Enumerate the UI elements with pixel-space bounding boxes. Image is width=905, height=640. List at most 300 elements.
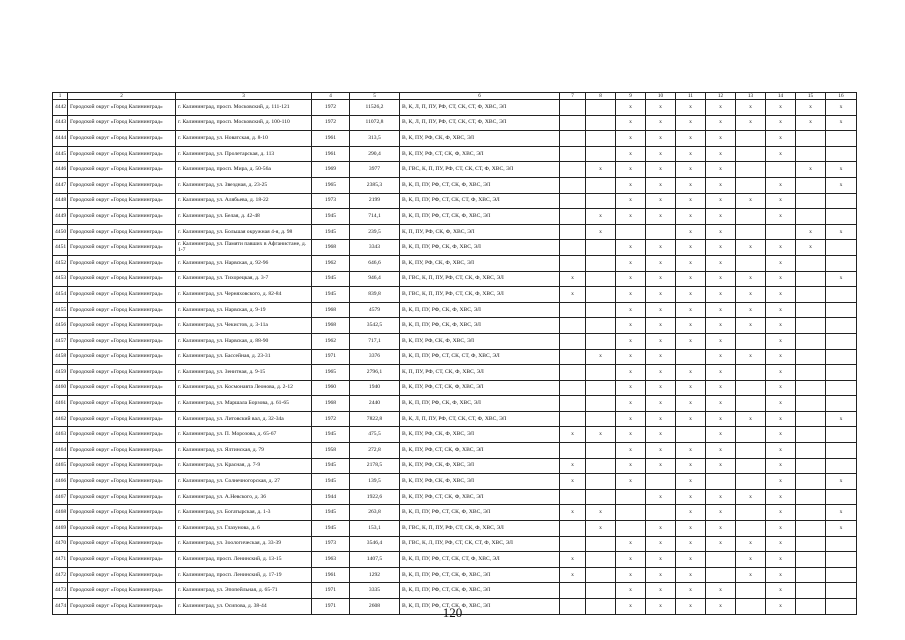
- mark-cell-col8: x: [586, 505, 616, 521]
- table-row: [53, 427, 857, 443]
- mark-cell-col15: [796, 396, 826, 412]
- mark-cell-col11: [676, 427, 706, 443]
- mark-cell-col13: [736, 365, 766, 381]
- mark-cell-col13: x: [736, 318, 766, 334]
- works-cell: В, К, ПУ, РФ, СК, Ф, ХВС, ЭЛ: [400, 255, 560, 271]
- mark-cell-col15: [796, 131, 826, 147]
- address-cell: г. Калининград, ул. П. Морозова, д. 65-67: [176, 427, 312, 443]
- address-cell: г. Калининград, просп. Мира, д. 50-56а: [176, 162, 312, 178]
- area-cell: 290,4: [350, 146, 400, 162]
- area-cell: 153,1: [350, 521, 400, 537]
- year-cell: 1962: [312, 333, 350, 349]
- year-cell: 1961: [312, 146, 350, 162]
- column-header-4: 4: [312, 93, 350, 100]
- mark-cell-col7: x: [560, 271, 586, 287]
- mark-cell-col15: [796, 318, 826, 334]
- mark-cell-col11: x: [676, 224, 706, 240]
- mark-cell-col15: [796, 552, 826, 568]
- row-id-cell: 4443: [53, 115, 68, 131]
- mark-cell-col12: x: [706, 536, 736, 552]
- mark-cell-col10: x: [646, 333, 676, 349]
- district-cell: Городской округ «Город Калининград»: [68, 333, 176, 349]
- mark-cell-col14: x: [766, 583, 796, 599]
- table-row: [53, 536, 857, 552]
- mark-cell-col15: [796, 287, 826, 303]
- works-cell: В, К, П, ПУ, РФ, СТ, СК, Ф, ХВС, ЭЛ: [400, 505, 560, 521]
- table-row: [53, 302, 857, 318]
- mark-cell-col13: x: [736, 349, 766, 365]
- mark-cell-col14: x: [766, 427, 796, 443]
- works-cell: В, К, ПУ, РФ, СТ, СК, Ф, ХВС, ЭЛ: [400, 489, 560, 505]
- mark-cell-col7: x: [560, 458, 586, 474]
- mark-cell-col9: x: [616, 100, 646, 116]
- mark-cell-col14: x: [766, 131, 796, 147]
- works-cell: В, К, ПУ, РФ, СК, Ф, ХВС, ЭЛ: [400, 131, 560, 147]
- works-cell: В, ГВС, К, П, ПУ, РФ, СТ, СК, Ф, ХВС, ЭЛ: [400, 521, 560, 537]
- area-cell: 11072,8: [350, 115, 400, 131]
- works-cell: В, К, П, ПУ, РФ, СТ, СК, Ф, ХВС, ЭЛ: [400, 567, 560, 583]
- mark-cell-col13: x: [736, 302, 766, 318]
- mark-cell-col14: x: [766, 209, 796, 225]
- mark-cell-col15: [796, 209, 826, 225]
- mark-cell-col10: x: [646, 380, 676, 396]
- mark-cell-col16: [826, 349, 857, 365]
- address-cell: г. Калининград, ул. Глазунова, д. 6: [176, 521, 312, 537]
- mark-cell-col16: x: [826, 271, 857, 287]
- mark-cell-col8: [586, 458, 616, 474]
- table-row: [53, 100, 857, 116]
- mark-cell-col7: x: [560, 505, 586, 521]
- address-cell: г. Калининград, ул. Солнечногорская, д. 27: [176, 474, 312, 490]
- mark-cell-col10: x: [646, 458, 676, 474]
- works-cell: В, К, П, ПУ, РФ, СТ, СК, СТ, Ф, ХВС, ЭЛ: [400, 552, 560, 568]
- mark-cell-col16: [826, 536, 857, 552]
- mark-cell-col8: [586, 380, 616, 396]
- table-row: [53, 505, 857, 521]
- row-id-cell: 4444: [53, 131, 68, 147]
- district-cell: Городской округ «Город Калининград»: [68, 489, 176, 505]
- mark-cell-col12: x: [706, 489, 736, 505]
- row-id-cell: 4449: [53, 209, 68, 225]
- row-id-cell: 4456: [53, 318, 68, 334]
- mark-cell-col13: x: [736, 193, 766, 209]
- table-row: [53, 396, 857, 412]
- mark-cell-col14: x: [766, 411, 796, 427]
- mark-cell-col11: x: [676, 287, 706, 303]
- address-cell: г. Калининград, ул. Тихорецкая, д. 3-7: [176, 271, 312, 287]
- district-cell: Городской округ «Город Калининград»: [68, 411, 176, 427]
- year-cell: 1945: [312, 474, 350, 490]
- area-cell: 3542,5: [350, 318, 400, 334]
- works-cell: В, К, ПУ, РФ, СТ, СК, Ф, ХВС, ЭЛ: [400, 380, 560, 396]
- works-cell: В, К, П, ПУ, РФ, СТ, СК, Ф, ХВС, ЭЛ: [400, 599, 560, 615]
- mark-cell-col11: x: [676, 255, 706, 271]
- mark-cell-col11: x: [676, 240, 706, 256]
- row-id-cell: 4471: [53, 552, 68, 568]
- table-row: [53, 333, 857, 349]
- mark-cell-col9: x: [616, 474, 646, 490]
- mark-cell-col8: [586, 255, 616, 271]
- mark-cell-col11: x: [676, 131, 706, 147]
- mark-cell-col14: x: [766, 552, 796, 568]
- table-row: [53, 443, 857, 459]
- mark-cell-col16: [826, 427, 857, 443]
- district-cell: Городской округ «Город Калининград»: [68, 552, 176, 568]
- district-cell: Городской округ «Город Калининград»: [68, 100, 176, 116]
- row-id-cell: 4461: [53, 396, 68, 412]
- mark-cell-col12: x: [706, 396, 736, 412]
- table-row: [53, 131, 857, 147]
- mark-cell-col16: [826, 318, 857, 334]
- mark-cell-col11: x: [676, 271, 706, 287]
- mark-cell-col15: [796, 411, 826, 427]
- mark-cell-col8: [586, 100, 616, 116]
- column-header-9: 9: [616, 93, 646, 100]
- mark-cell-col10: x: [646, 271, 676, 287]
- column-header-2: 2: [68, 93, 176, 100]
- mark-cell-col13: x: [736, 489, 766, 505]
- mark-cell-col12: x: [706, 287, 736, 303]
- address-cell: г. Калининград, просп. Московский, д. 111-121: [176, 100, 312, 116]
- district-cell: Городской округ «Город Калининград»: [68, 443, 176, 459]
- mark-cell-col9: x: [616, 177, 646, 193]
- table-row: [53, 162, 857, 178]
- mark-cell-col12: x: [706, 505, 736, 521]
- area-cell: 714,1: [350, 209, 400, 225]
- year-cell: 1969: [312, 162, 350, 178]
- mark-cell-col8: [586, 474, 616, 490]
- mark-cell-col8: [586, 287, 616, 303]
- mark-cell-col8: [586, 271, 616, 287]
- district-cell: Городской округ «Город Калининград»: [68, 131, 176, 147]
- mark-cell-col9: x: [616, 536, 646, 552]
- year-cell: 1944: [312, 489, 350, 505]
- table-row: [53, 458, 857, 474]
- mark-cell-col11: x: [676, 162, 706, 178]
- mark-cell-col11: x: [676, 552, 706, 568]
- year-cell: 1968: [312, 318, 350, 334]
- area-cell: 3335: [350, 583, 400, 599]
- mark-cell-col10: x: [646, 177, 676, 193]
- mark-cell-col7: [560, 177, 586, 193]
- mark-cell-col12: x: [706, 427, 736, 443]
- mark-cell-col7: [560, 240, 586, 256]
- mark-cell-col7: [560, 536, 586, 552]
- column-header-12: 12: [706, 93, 736, 100]
- mark-cell-col15: [796, 146, 826, 162]
- mark-cell-col7: [560, 224, 586, 240]
- mark-cell-col8: [586, 240, 616, 256]
- mark-cell-col11: x: [676, 333, 706, 349]
- year-cell: 1945: [312, 505, 350, 521]
- mark-cell-col9: x: [616, 552, 646, 568]
- address-cell: г. Калининград, ул. Литовский вал, д. 32-34а: [176, 411, 312, 427]
- mark-cell-col14: x: [766, 489, 796, 505]
- address-cell: г. Калининград, ул. Белая, д. 42-48: [176, 209, 312, 225]
- mark-cell-col10: x: [646, 567, 676, 583]
- mark-cell-col10: x: [646, 131, 676, 147]
- mark-cell-col11: x: [676, 536, 706, 552]
- column-header-14: 14: [766, 93, 796, 100]
- works-cell: В, ГВС, К, П, ПУ, РФ, СТ, СК, СТ, Ф, ХВС, ЭЛ: [400, 162, 560, 178]
- mark-cell-col7: [560, 583, 586, 599]
- mark-cell-col9: x: [616, 318, 646, 334]
- address-cell: г. Калининград, ул. Зенитная, д. 9-15: [176, 365, 312, 381]
- mark-cell-col14: x: [766, 396, 796, 412]
- year-cell: 1971: [312, 349, 350, 365]
- year-cell: 1945: [312, 271, 350, 287]
- address-cell: г. Калининград, ул. Памяти павших в Афганистане, д. 1-7: [176, 240, 312, 256]
- mark-cell-col13: x: [736, 552, 766, 568]
- row-id-cell: 4458: [53, 349, 68, 365]
- mark-cell-col10: x: [646, 240, 676, 256]
- mark-cell-col13: x: [736, 271, 766, 287]
- mark-cell-col15: [796, 474, 826, 490]
- mark-cell-col11: x: [676, 599, 706, 615]
- year-cell: 1968: [312, 302, 350, 318]
- mark-cell-col7: [560, 380, 586, 396]
- mark-cell-col13: [736, 458, 766, 474]
- mark-cell-col8: [586, 552, 616, 568]
- mark-cell-col13: [736, 396, 766, 412]
- mark-cell-col8: x: [586, 349, 616, 365]
- mark-cell-col14: x: [766, 599, 796, 615]
- year-cell: 1971: [312, 599, 350, 615]
- row-id-cell: 4466: [53, 474, 68, 490]
- mark-cell-col7: [560, 365, 586, 381]
- mark-cell-col16: [826, 209, 857, 225]
- works-cell: В, К, ПУ, РФ, СК, Ф, ХВС, ЭЛ: [400, 333, 560, 349]
- mark-cell-col9: x: [616, 146, 646, 162]
- address-cell: г. Калининград, ул. Большая окружная 4-я, д. 98: [176, 224, 312, 240]
- address-cell: г. Калининград, ул. Богатырская, д. 1-3: [176, 505, 312, 521]
- mark-cell-col16: [826, 255, 857, 271]
- mark-cell-col16: x: [826, 474, 857, 490]
- table-row: [53, 193, 857, 209]
- mark-cell-col13: x: [736, 115, 766, 131]
- table-row: [53, 177, 857, 193]
- mark-cell-col11: x: [676, 489, 706, 505]
- column-header-10: 10: [646, 93, 676, 100]
- row-id-cell: 4464: [53, 443, 68, 459]
- mark-cell-col13: [736, 255, 766, 271]
- mark-cell-col11: x: [676, 505, 706, 521]
- row-id-cell: 4451: [53, 240, 68, 256]
- year-cell: 1945: [312, 209, 350, 225]
- mark-cell-col10: x: [646, 599, 676, 615]
- works-cell: В, К, Л, П, ПУ, РФ, СТ, СК, СТ, Ф, ХВС, ЭЛ: [400, 100, 560, 116]
- address-cell: г. Калининград, просп. Московский, д. 100-110: [176, 115, 312, 131]
- year-cell: 1961: [312, 567, 350, 583]
- row-id-cell: 4462: [53, 411, 68, 427]
- year-cell: 1972: [312, 411, 350, 427]
- mark-cell-col13: [736, 131, 766, 147]
- mark-cell-col13: [736, 177, 766, 193]
- mark-cell-col9: x: [616, 333, 646, 349]
- address-cell: г. Калининград, ул. Космонавта Леонова, д. 2-12: [176, 380, 312, 396]
- mark-cell-col11: x: [676, 443, 706, 459]
- mark-cell-col7: [560, 255, 586, 271]
- mark-cell-col13: [736, 521, 766, 537]
- mark-cell-col7: [560, 100, 586, 116]
- mark-cell-col14: x: [766, 521, 796, 537]
- mark-cell-col16: [826, 193, 857, 209]
- mark-cell-col10: x: [646, 396, 676, 412]
- row-id-cell: 4465: [53, 458, 68, 474]
- mark-cell-col9: x: [616, 365, 646, 381]
- year-cell: 1961: [312, 131, 350, 147]
- area-cell: 1940: [350, 380, 400, 396]
- works-cell: В, К, ПУ, РФ, СК, Ф, ХВС, ЭЛ: [400, 427, 560, 443]
- mark-cell-col13: [736, 474, 766, 490]
- area-cell: 139,5: [350, 474, 400, 490]
- district-cell: Городской округ «Город Калининград»: [68, 599, 176, 615]
- mark-cell-col9: x: [616, 583, 646, 599]
- mark-cell-col12: x: [706, 209, 736, 225]
- mark-cell-col7: x: [560, 474, 586, 490]
- year-cell: 1945: [312, 224, 350, 240]
- mark-cell-col15: [796, 427, 826, 443]
- area-cell: 2178,5: [350, 458, 400, 474]
- mark-cell-col12: [706, 552, 736, 568]
- area-cell: 3343: [350, 240, 400, 256]
- district-cell: Городской округ «Город Калининград»: [68, 146, 176, 162]
- mark-cell-col13: [736, 583, 766, 599]
- mark-cell-col7: [560, 333, 586, 349]
- mark-cell-col16: x: [826, 115, 857, 131]
- mark-cell-col14: x: [766, 146, 796, 162]
- mark-cell-col9: x: [616, 131, 646, 147]
- mark-cell-col12: x: [706, 380, 736, 396]
- area-cell: 717,1: [350, 333, 400, 349]
- mark-cell-col10: x: [646, 115, 676, 131]
- mark-cell-col7: [560, 209, 586, 225]
- area-cell: 4579: [350, 302, 400, 318]
- mark-cell-col14: x: [766, 458, 796, 474]
- mark-cell-col8: x: [586, 162, 616, 178]
- row-id-cell: 4447: [53, 177, 68, 193]
- mark-cell-col9: x: [616, 302, 646, 318]
- column-header-6: 6: [400, 93, 560, 100]
- mark-cell-col14: x: [766, 255, 796, 271]
- mark-cell-col13: x: [736, 100, 766, 116]
- mark-cell-col11: [676, 349, 706, 365]
- mark-cell-col10: x: [646, 536, 676, 552]
- area-cell: 1292: [350, 567, 400, 583]
- mark-cell-col12: [706, 474, 736, 490]
- mark-cell-col11: x: [676, 521, 706, 537]
- table-row: [53, 287, 857, 303]
- mark-cell-col14: x: [766, 115, 796, 131]
- table-row: [53, 521, 857, 537]
- mark-cell-col8: [586, 411, 616, 427]
- mark-cell-col15: x: [796, 240, 826, 256]
- mark-cell-col14: x: [766, 271, 796, 287]
- mark-cell-col11: x: [676, 583, 706, 599]
- mark-cell-col11: x: [676, 380, 706, 396]
- works-cell: В, К, Л, П, ПУ, РФ, СТ, СК, СТ, Ф, ХВС, ЭЛ: [400, 115, 560, 131]
- mark-cell-col16: [826, 240, 857, 256]
- year-cell: 1973: [312, 536, 350, 552]
- mark-cell-col14: x: [766, 193, 796, 209]
- table-row: [53, 255, 857, 271]
- works-cell: В, К, ПУ, РФ, СК, Ф, ХВС, ЭЛ: [400, 458, 560, 474]
- row-id-cell: 4470: [53, 536, 68, 552]
- mark-cell-col14: x: [766, 100, 796, 116]
- mark-cell-col16: [826, 583, 857, 599]
- mark-cell-col16: x: [826, 100, 857, 116]
- mark-cell-col8: [586, 115, 616, 131]
- mark-cell-col16: [826, 567, 857, 583]
- column-header-15: 15: [796, 93, 826, 100]
- address-cell: г. Калининград, ул. Маршала Борзова, д. 61-65: [176, 396, 312, 412]
- column-header-3: 3: [176, 93, 312, 100]
- mark-cell-col15: [796, 365, 826, 381]
- row-id-cell: 4452: [53, 255, 68, 271]
- year-cell: 1945: [312, 458, 350, 474]
- mark-cell-col9: x: [616, 209, 646, 225]
- year-cell: 1945: [312, 287, 350, 303]
- mark-cell-col16: [826, 380, 857, 396]
- table-row: [53, 583, 857, 599]
- mark-cell-col10: [646, 505, 676, 521]
- address-cell: г. Калининград, ул. Эпопейльная, д. 65-71: [176, 583, 312, 599]
- works-cell: В, К, П, ПУ, РФ, СК, Ф, ХВС, ЭЛ: [400, 240, 560, 256]
- mark-cell-col12: x: [706, 240, 736, 256]
- row-id-cell: 4455: [53, 302, 68, 318]
- row-id-cell: 4473: [53, 583, 68, 599]
- mark-cell-col8: [586, 177, 616, 193]
- mark-cell-col10: x: [646, 489, 676, 505]
- address-cell: г. Калининград, ул. Пролетарская, д. 113: [176, 146, 312, 162]
- mark-cell-col16: [826, 365, 857, 381]
- works-cell: В, ГВС, К, П, ПУ, РФ, СТ, СК, Ф, ХВС, ЭЛ: [400, 287, 560, 303]
- year-cell: 1973: [312, 193, 350, 209]
- works-cell: В, К, П, ПУ, РФ, СТ, СК, Ф, ХВС, ЭЛ: [400, 209, 560, 225]
- column-header-16: 16: [826, 93, 857, 100]
- mark-cell-col9: x: [616, 380, 646, 396]
- area-cell: 1407,5: [350, 552, 400, 568]
- district-cell: Городской округ «Город Калининград»: [68, 209, 176, 225]
- mark-cell-col14: x: [766, 536, 796, 552]
- district-cell: Городской округ «Город Калининград»: [68, 224, 176, 240]
- address-cell: г. Калининград, ул. Зоологическая, д. 33-39: [176, 536, 312, 552]
- table-row: [53, 411, 857, 427]
- table-row: [53, 489, 857, 505]
- mark-cell-col9: x: [616, 240, 646, 256]
- mark-cell-col12: x: [706, 583, 736, 599]
- district-cell: Городской округ «Город Калининград»: [68, 318, 176, 334]
- mark-cell-col10: x: [646, 100, 676, 116]
- mark-cell-col12: x: [706, 318, 736, 334]
- mark-cell-col9: x: [616, 287, 646, 303]
- district-cell: Городской округ «Город Калининград»: [68, 255, 176, 271]
- mark-cell-col10: x: [646, 193, 676, 209]
- area-cell: 263,8: [350, 505, 400, 521]
- address-cell: г. Калининград, ул. Бассейная, д. 23-31: [176, 349, 312, 365]
- mark-cell-col12: x: [706, 193, 736, 209]
- table-row: [53, 224, 857, 240]
- works-cell: В, ГВС, К, Л, ПУ, РФ, СТ, СК, СТ, Ф, ХВС, ЭЛ: [400, 536, 560, 552]
- mark-cell-col13: x: [736, 240, 766, 256]
- mark-cell-col9: x: [616, 396, 646, 412]
- mark-cell-col8: [586, 365, 616, 381]
- year-cell: 1963: [312, 552, 350, 568]
- district-cell: Городской округ «Город Калининград»: [68, 536, 176, 552]
- district-cell: Городской округ «Город Калининград»: [68, 193, 176, 209]
- mark-cell-col11: x: [676, 177, 706, 193]
- mark-cell-col14: x: [766, 177, 796, 193]
